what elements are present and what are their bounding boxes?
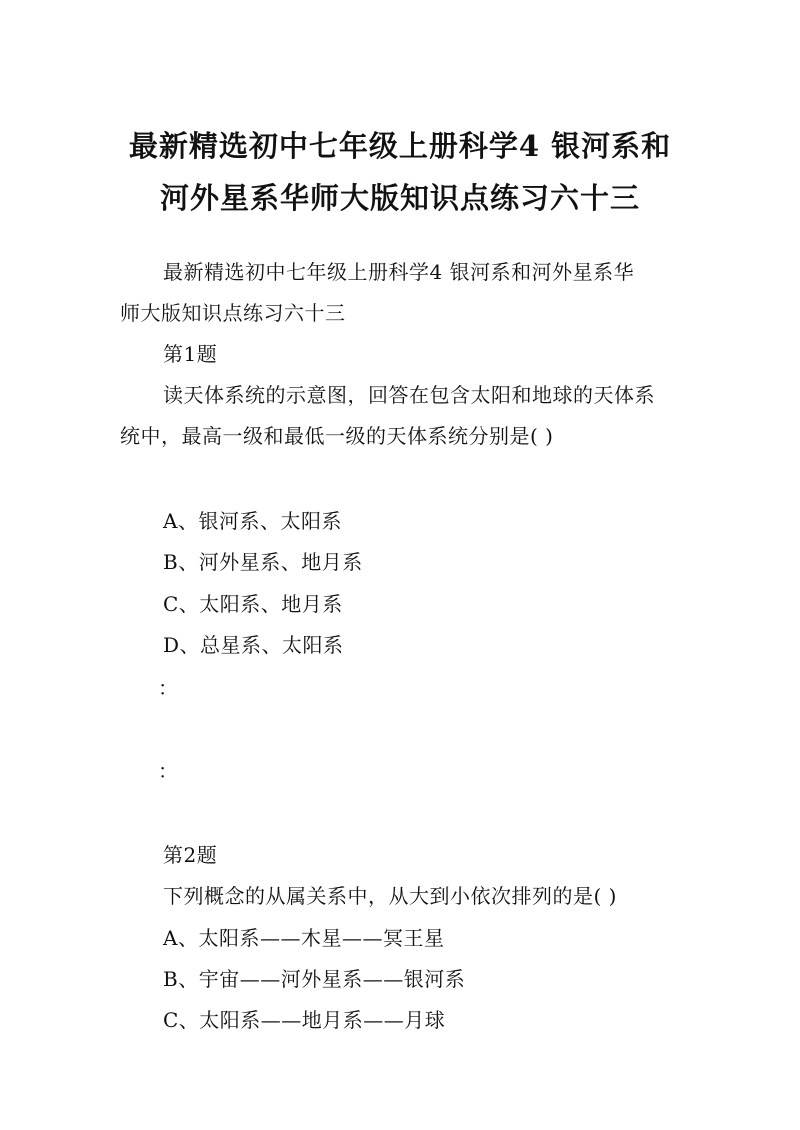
question-1-option-c: C、太阳系、地月系 (163, 592, 343, 616)
question-1-text-line-2: 统中，最高一级和最低一级的天体系统分别是( ) (120, 424, 554, 448)
question-1-option-b: B、河外星系、地月系 (163, 550, 363, 574)
document-title-line-1: 最新精选初中七年级上册科学4 银河系和 (128, 129, 672, 163)
question-2-option-a: A、太阳系——木星——冥王星 (163, 926, 445, 950)
question-1-answer-label: ： (158, 676, 179, 700)
question-2-option-c: C、太阳系——地月系——月球 (163, 1008, 446, 1032)
document-title-line-2: 河外星系华师大版知识点练习六十三 (159, 181, 640, 215)
question-2-text-line-1: 下列概念的从属关系中，从大到小依次排列的是( ) (163, 884, 617, 908)
question-1-label: 第1题 (163, 342, 218, 366)
intro-line-2: 师大版知识点练习六十三 (120, 301, 346, 325)
question-1-analysis-label: ： (158, 759, 179, 783)
question-2-option-b: B、宇宙——河外星系——银河系 (163, 967, 466, 991)
question-1-option-d: D、总星系、太阳系 (163, 633, 344, 657)
question-1-text-line-1: 读天体系统的示意图，回答在包含太阳和地球的天体系 (163, 383, 655, 407)
question-2-label: 第2题 (163, 843, 218, 867)
intro-line-1: 最新精选初中七年级上册科学4 银河系和河外星系华 (163, 260, 635, 284)
question-1-option-a: A、银河系、太阳系 (163, 509, 342, 533)
